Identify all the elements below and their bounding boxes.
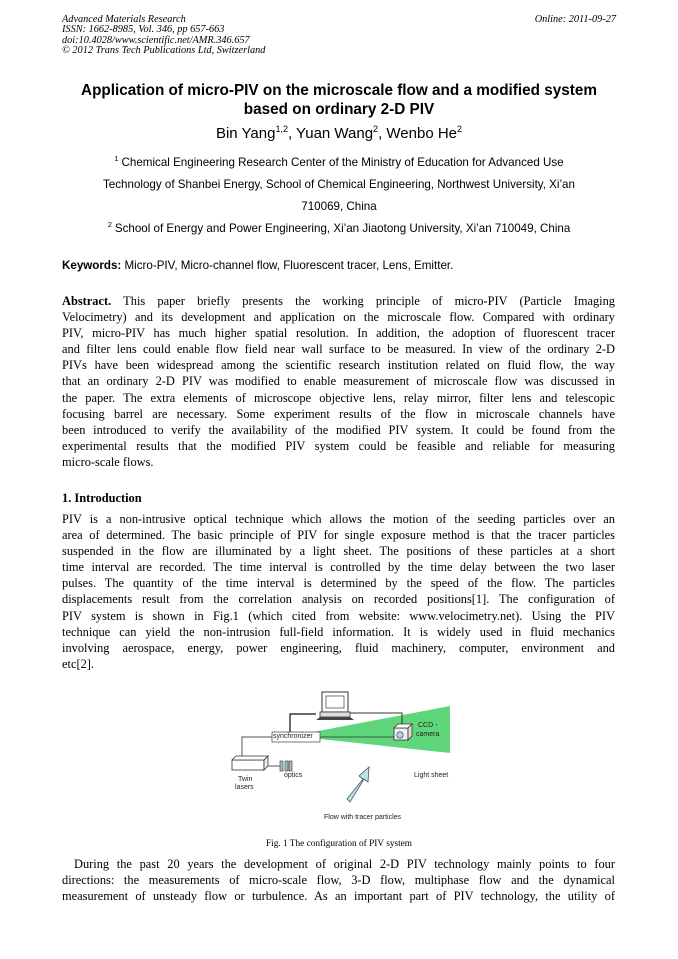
continuation-paragraph [62,856,615,904]
abstract-line: the paper. The extra elements of microscope objective lens, relay mirror, filter lens and telescopic [62,390,615,405]
figure-piv-configuration [222,686,462,832]
author-affiliation-mark: 2 [373,124,379,134]
author-separator: , [287,125,297,142]
intro-line: area of determined. The basic principle of PIV for single exposure method is that the tracer particles [62,528,615,543]
abstract-line: been introduced to verify the availability of the modified PIV system. It could be found from the [62,422,615,437]
intro-line: PIV is a non-intrusive optical technique which allows the motion of the seeding particles over an [62,512,615,526]
intro-line: involving aerospace, energy, power engineering, fluid machinery, computer, environment and [62,640,615,655]
affiliation-2 [50,222,628,236]
author-name: Bin Yang [215,125,276,142]
abstract-line: micro-scale flows. [62,454,154,469]
abstract-line: experimental results that the modified PIV system could be feasible and reliable for measuring [62,438,615,453]
affiliation-1 [50,156,628,222]
body-line: measurement of unsteady flow or turbulence. As an important part of PIV technology, the utility of [62,889,615,904]
ccd-label-2: camera [416,731,440,738]
affiliation-line: Technology of Shanbei Energy, School of Chemical Engineering, Northwest University, Xi’an [103,178,575,191]
author-affiliation-mark: 2 [457,124,463,134]
body-line: During the past 20 years the development of original 2-D PIV technology mainly points to four [74,857,615,871]
journal-issn: ISSN: 1662-8985, Vol. 346, pp 657-663 [62,24,225,36]
journal-name: Advanced Materials Research [62,14,186,25]
intro-line: PIV system is shown in Fig.1 (which cited from website: www.velocimetry.net). Using the PIV [62,608,615,623]
abstract-label: Abstract. [62,294,112,308]
intro-line: time interval are recorded. The time interval is controlled by the time delay between the two laser [62,560,615,575]
paper-title [50,81,628,119]
introduction-paragraph [62,511,615,672]
author-name: Wenbo He [386,125,458,142]
optics-icon [280,761,292,771]
author-affiliation-mark: 1,2 [275,124,288,134]
abstract-line: Velocimetry) and its development and application on the microscale flow. Compared with ordinary [62,310,615,325]
journal-header [62,15,265,57]
ccd-camera-icon [394,724,412,740]
online-date: Online: 2011-09-27 [534,14,616,25]
figure-caption: Fig. 1 The configuration of PIV system [265,839,413,849]
author-list [50,125,628,143]
synchronizer-label: synchronizer [273,733,313,740]
flow-label: Flow with tracer particles [324,814,402,821]
journal-copyright: © 2012 Trans Tech Publications Ltd, Switzerland [62,45,266,57]
body-line: directions: the measurements of micro-scale flow, 3-D flow, multiphase flow and the dynamical [62,873,615,888]
light-sheet-label: Light sheet [414,772,449,779]
abstract-line: This paper briefly presents the working principle of micro-PIV (Particle Imaging [111,294,615,308]
keywords [62,259,453,273]
affiliation-mark: 2 [107,220,112,229]
abstract [62,293,615,470]
computer-icon [316,692,354,720]
affiliation-line: School of Energy and Power Engineering, Xi’an Jiaotong University, Xi’an 710049, China [114,222,571,235]
affiliation-line: 710069, China [301,200,377,213]
abstract-line: PIVs have been widespread among the scientific research institution related on fluid flow, the way [62,358,615,373]
journal-doi: doi:10.4028/www.scientific.net/AMR.346.657 [62,34,250,46]
intro-line: pulses. The quantity of the time interval is determined by the speed of the flow. The particles [62,576,615,591]
affiliation-mark: 1 [114,154,119,163]
twin-label-1: Twin [238,776,253,783]
optics-label: optics [284,772,303,779]
intro-line: technique can yield the non-intrusion full-field information. It is widely used in fluid mechanics [62,624,615,639]
abstract-line: and filter lens could enable flow field near wall surface to be measured. In view of the ordinary 2-D [62,342,615,357]
twin-lasers-icon [232,756,268,770]
affiliation-line: Chemical Engineering Research Center of the Ministry of Education for Advanced Use [121,156,564,169]
title-line-2: based on ordinary 2-D PIV [243,101,435,118]
section-heading-introduction: 1. Introduction [62,491,142,505]
abstract-line: that an ordinary 2-D PIV was modified to enable measurement of microscale flow was discussed in [62,374,615,389]
abstract-line: focusing barrel are necessary. Some experiment results of the flow in microscale channels have [62,406,615,421]
author-separator: , [378,125,387,142]
flow-arrow-icon [347,767,369,802]
intro-line: displacements result from the correlation analysis on recorded positions[1]. The configuration of [62,592,615,607]
author-name: Yuan Wang [296,125,374,142]
twin-label-2: lasers [235,784,254,791]
keywords-label: Keywords: [62,259,122,272]
piv-diagram [222,686,462,832]
intro-line: etc[2]. [62,656,94,671]
intro-line: suspended in the flow are illuminated by a light sheet. The positions of these particles at a short [62,544,615,559]
keywords-text: Micro-PIV, Micro-channel flow, Fluorescent tracer, Lens, Emitter. [121,259,454,272]
title-line-1: Application of micro-PIV on the microscale flow and a modified system [81,82,597,99]
ccd-label-1: CCD - [418,722,438,729]
abstract-line: PIV, micro-PIV has much higher spatial resolution. In addition, the adoption of fluorescent tracer [62,326,615,341]
